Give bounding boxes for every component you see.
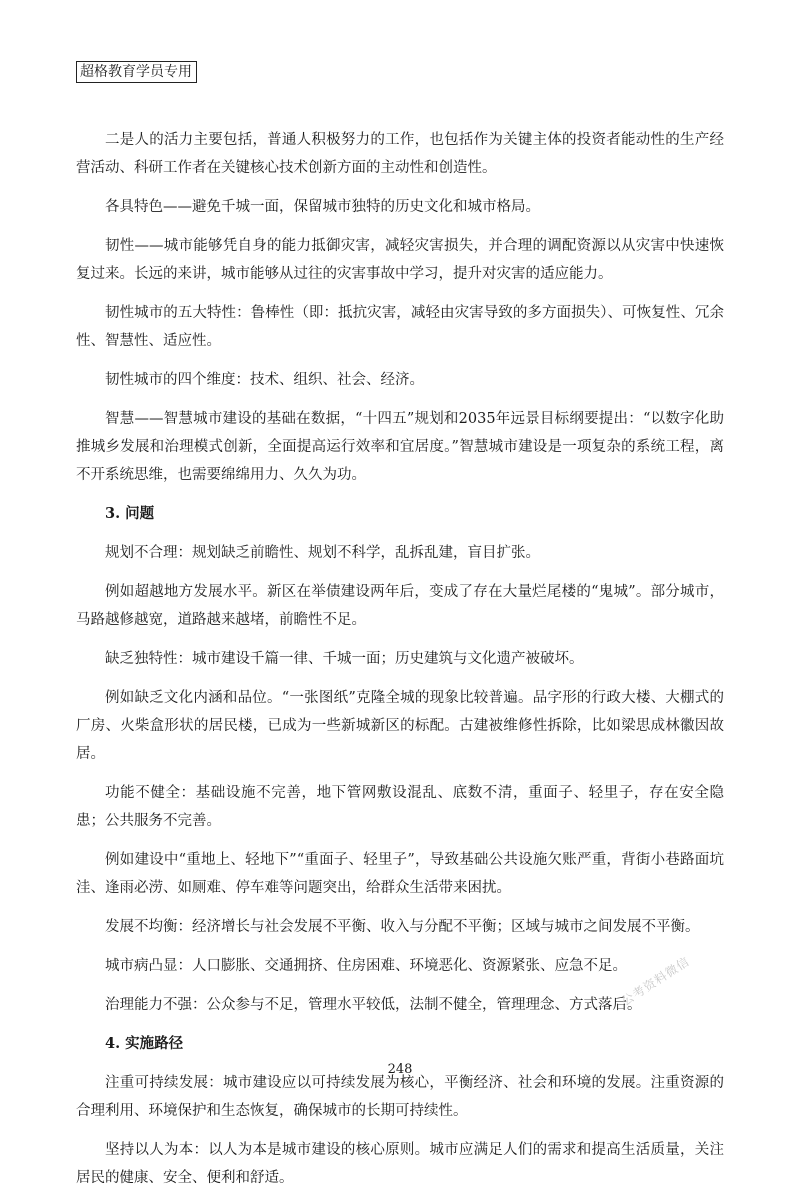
document-body bbox=[76, 126, 724, 1203]
paragraph: 注重可持续发展：城市建设应以可持续发展为核心，平衡经济、社会和环境的发展。注重资源的合理利用、环境保护和生态恢复，确保城市的长期可持续性。 bbox=[76, 1075, 724, 1119]
paragraph: 智慧——智慧城市建设的基础在数据，“十四五”规划和2035年远景目标纲要提出：“以数字化助推城乡发展和治理模式创新，全面提高运行效率和宜居度。”智慧城市建设是一项复杂的系统工程，离不开系统思维，也需要绵绵用力、久久为功。 bbox=[76, 411, 724, 483]
paragraph: 二是人的活力主要包括，普通人积极努力的工作，也包括作为关键主体的投资者能动性的生产经营活动、科研工作者在关键核心技术创新方面的主动性和创造性。 bbox=[76, 132, 724, 176]
page-number: 248 bbox=[387, 1062, 413, 1077]
watermark: 公考资料微信 bbox=[619, 954, 693, 1009]
header-label: 超格教育学员专用 bbox=[76, 61, 197, 83]
paragraph: 例如缺乏文化内涵和品位。“一张图纸”克隆全城的现象比较普遍。品字形的行政大楼、大棚式的厂房、火柴盒形状的居民楼，已成为一些新城新区的标配。古建被维修性拆除，比如梁思成林徽因故居。 bbox=[76, 690, 724, 762]
paragraph: 例如建设中“重地上、轻地下”“重面子、轻里子”，导致基础公共设施欠账严重，背街小巷路面坑洼、逢雨必涝、如厕难、停车难等问题突出，给群众生活带来困扰。 bbox=[76, 852, 724, 896]
paragraph: 规划不合理：规划缺乏前瞻性、规划不科学，乱拆乱建，盲目扩张。 bbox=[105, 545, 540, 561]
paragraph: 坚持以人为本：以人为本是城市建设的核心原则。城市应满足人们的需求和提高生活质量，关注居民的健康、安全、便利和舒适。 bbox=[76, 1142, 724, 1186]
paragraph: 各具特色——避免千城一面，保留城市独特的历史文化和城市格局。 bbox=[105, 199, 540, 215]
section-heading: 4. 实施路径 bbox=[105, 1035, 184, 1052]
paragraph: 城市病凸显：人口膨胀、交通拥挤、住房困难、环境恶化、资源紧张、应急不足。 bbox=[105, 958, 627, 974]
paragraph: 韧性——城市能够凭自身的能力抵御灾害，减轻灾害损失，并合理的调配资源以从灾害中快速恢复过来。长远的来讲，城市能够从过往的灾害事故中学习，提升对灾害的适应能力。 bbox=[76, 238, 724, 282]
paragraph: 功能不健全：基础设施不完善，地下管网敷设混乱、底数不清，重面子、轻里子，存在安全隐患；公共服务不完善。 bbox=[76, 785, 724, 829]
paragraph: 例如超越地方发展水平。新区在举债建设两年后，变成了存在大量烂尾楼的“鬼城”。部分城市，马路越修越宽，道路越来越堵，前瞻性不足。 bbox=[76, 584, 724, 628]
paragraph: 韧性城市的五大特性：鲁棒性（即：抵抗灾害，减轻由灾害导致的多方面损失）、可恢复性、冗余性、智慧性、适应性。 bbox=[76, 305, 724, 349]
section-heading: 3. 问题 bbox=[105, 505, 155, 522]
paragraph: 韧性城市的四个维度：技术、组织、社会、经济。 bbox=[105, 372, 424, 388]
paragraph: 缺乏独特性：城市建设千篇一律、千城一面；历史建筑与文化遗产被破坏。 bbox=[105, 651, 584, 667]
paragraph: 发展不均衡：经济增长与社会发展不平衡、收入与分配不平衡；区域与城市之间发展不平衡。 bbox=[105, 919, 700, 935]
paragraph: 治理能力不强：公众参与不足，管理水平较低，法制不健全，管理理念、方式落后。 bbox=[105, 997, 642, 1013]
